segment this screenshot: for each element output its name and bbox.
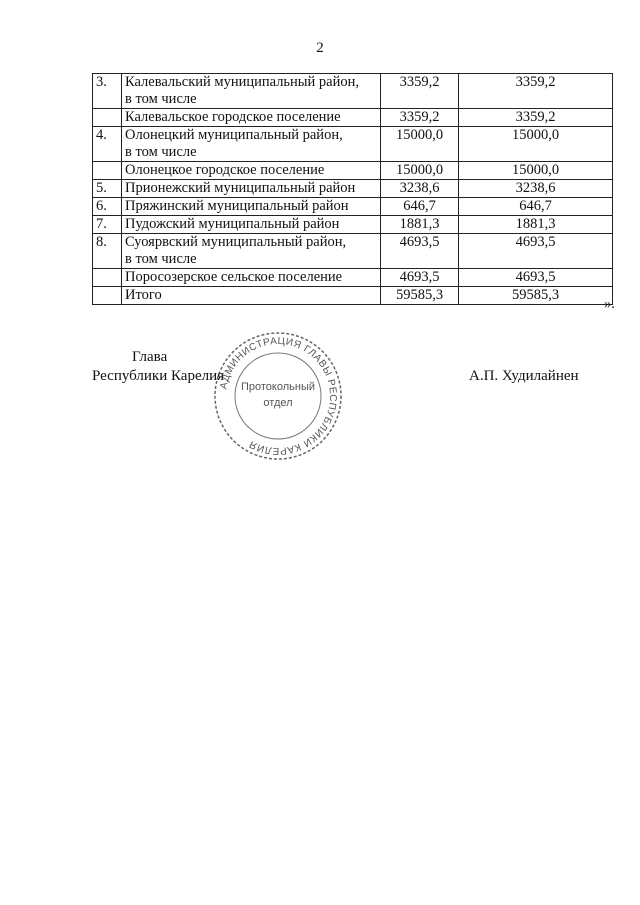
row-name: Пудожский муниципальный район — [122, 216, 381, 234]
table-row — [93, 216, 613, 234]
row-value-2: 3359,2 — [459, 74, 613, 109]
table-row — [93, 162, 613, 180]
official-seal-stamp — [212, 330, 344, 462]
total-value-2: 59585,3 — [459, 287, 613, 305]
seal-center-line1: Протокольный — [240, 381, 316, 393]
signatory-name: А.П. Худилайнен — [469, 368, 579, 384]
row-value-1: 15000,0 — [381, 127, 459, 162]
row-value-2: 4693,5 — [459, 269, 613, 287]
page-number: 2 — [316, 40, 324, 56]
row-number: 5. — [93, 180, 122, 198]
table-row — [93, 127, 613, 162]
row-value-1: 4693,5 — [381, 269, 459, 287]
row-number — [93, 162, 122, 180]
row-name — [122, 74, 381, 109]
row-name: Олонецкое городское поселение — [122, 162, 381, 180]
table-row — [93, 234, 613, 269]
row-value-2: 1881,3 — [459, 216, 613, 234]
row-name — [122, 127, 381, 162]
row-name-line2: в том числе — [125, 144, 197, 160]
row-name: Поросозерское сельское поселение — [122, 269, 381, 287]
row-value-1: 646,7 — [381, 198, 459, 216]
row-number: 7. — [93, 216, 122, 234]
signature-org: Республики Карелия — [92, 368, 225, 384]
row-value-2: 15000,0 — [459, 162, 613, 180]
seal-ring-textpath: АДМИНИСТРАЦИЯ ГЛАВЫ РЕСПУБЛИКИ КАРЕЛИЯ — [218, 335, 339, 457]
row-name-line2: в том числе — [125, 251, 197, 267]
seal-center-line2: отдел — [263, 397, 293, 409]
row-number — [93, 109, 122, 127]
row-value-1: 4693,5 — [381, 234, 459, 269]
row-number: 4. — [93, 127, 122, 162]
table-row — [93, 109, 613, 127]
row-value-1: 3359,2 — [381, 109, 459, 127]
table-row — [93, 74, 613, 109]
total-row — [93, 287, 613, 305]
row-name-line1: Олонецкий муниципальный район, — [125, 127, 343, 143]
table-row — [93, 180, 613, 198]
seal-ring-text — [218, 336, 338, 456]
row-value-2: 15000,0 — [459, 127, 613, 162]
row-number: 8. — [93, 234, 122, 269]
row-name-line2: в том числе — [125, 91, 197, 107]
row-name: Пряжинский муниципальный район — [122, 198, 381, 216]
row-value-1: 15000,0 — [381, 162, 459, 180]
row-value-1: 3359,2 — [381, 74, 459, 109]
row-number: 3. — [93, 74, 122, 109]
row-name — [122, 234, 381, 269]
row-value-1: 3238,6 — [381, 180, 459, 198]
row-number — [93, 269, 122, 287]
total-label: Итого — [122, 287, 381, 305]
row-name-line1: Калевальский муниципальный район, — [125, 74, 360, 90]
row-number: 6. — [93, 198, 122, 216]
row-value-2: 646,7 — [459, 198, 613, 216]
row-value-2: 4693,5 — [459, 234, 613, 269]
funding-table — [92, 73, 613, 305]
row-name-line1: Суоярвский муниципальный район, — [125, 234, 347, 250]
row-value-2: 3238,6 — [459, 180, 613, 198]
signature-title: Глава — [132, 349, 168, 365]
closing-quote: ». — [604, 296, 615, 312]
row-name: Прионежский муниципальный район — [122, 180, 381, 198]
row-value-1: 1881,3 — [381, 216, 459, 234]
total-value-1: 59585,3 — [381, 287, 459, 305]
table-row — [93, 269, 613, 287]
row-name: Калевальское городское поселение — [122, 109, 381, 127]
table-row — [93, 198, 613, 216]
row-number — [93, 287, 122, 305]
row-value-2: 3359,2 — [459, 109, 613, 127]
